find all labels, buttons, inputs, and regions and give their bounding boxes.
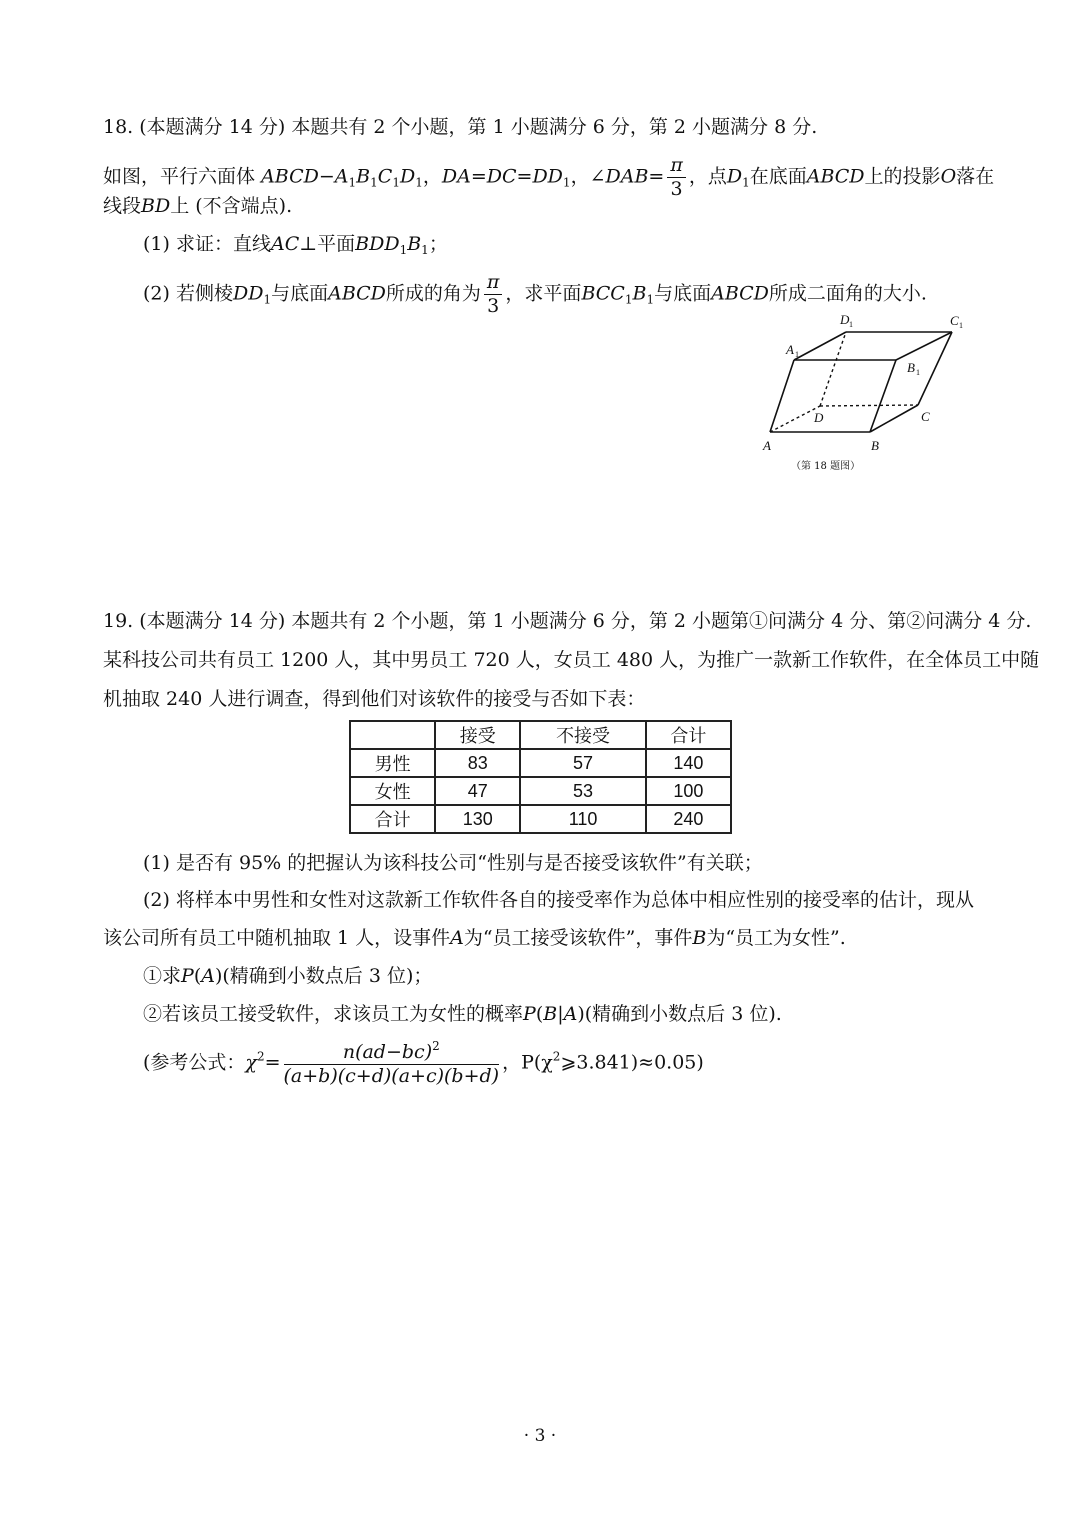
label-B1-subscript: 1: [916, 368, 920, 377]
table-cell: 110: [520, 805, 646, 833]
table-cell: 53: [520, 777, 646, 805]
q19-part2-line1: (2) 将样本中男性和女性对这款新工作软件各自的接受率作为总体中相应性别的接受率的估计，现从: [143, 889, 974, 911]
edge-BC: [870, 405, 918, 432]
edge-DC-hidden: [820, 405, 918, 406]
table-cell: 47: [435, 777, 520, 805]
edge-A1D1: [794, 332, 846, 360]
label-C: C: [921, 409, 930, 424]
q18-part2: (2) 若侧棱$DD_1$与底面ABCD所成的角为 $\frac{\pi}{3}$ ，求平面$BCC_1B_1$与底面ABCD所成二面角的大小.: [143, 271, 927, 317]
table-header-row: [350, 721, 731, 749]
edge-CC1: [918, 332, 952, 405]
q19-sub2: ②若该员工接受软件，求该员工为女性的概率P(B|A)(精确到小数点后 3 位).: [143, 1003, 782, 1025]
label-C1-subscript: 1: [959, 321, 963, 330]
table-cell: 100: [646, 777, 731, 805]
label-D1: D: [840, 312, 850, 327]
q19-part1: (1) 是否有 95% 的把握认为该科技公司“性别与是否接受该软件”有关联；: [143, 852, 763, 874]
table-cell: 83: [435, 749, 520, 777]
chi-square-fraction: $\frac{n(ad-bc)^2}{(a+b)(c+d)(a+c)(b+d)}$: [283, 1039, 500, 1087]
table-cell: 合计: [350, 805, 435, 833]
table-header-cell: 接受: [435, 721, 520, 749]
table-cell: 240: [646, 805, 731, 833]
pi-over-3-fraction: $\frac{\pi}{3}$: [667, 155, 686, 200]
table-cell: 57: [520, 749, 646, 777]
page-number: · 3 ·: [523, 1426, 557, 1446]
figure-caption: （第 18 题图）: [791, 461, 861, 472]
label-B1: B: [907, 360, 915, 375]
edge-AA1: [770, 360, 794, 432]
q18-stem-line1: 如图，平行六面体 $ABCD-A_1B_1C_1D_1$，$DA=DC=DD_1$，∠DAB= $\frac{\pi}{3}$ ，点$D_1$在底面ABCD上的投影O落在: [103, 154, 995, 200]
label-A1-subscript: 1: [795, 350, 799, 359]
table-cell: 男性: [350, 749, 435, 777]
table-cell: 140: [646, 749, 731, 777]
table-row: [350, 749, 731, 777]
q18-part1: (1) 求证：直线AC⊥平面$BDD_1B_1$；: [143, 233, 448, 257]
parallelepiped-figure: [756, 310, 981, 480]
q18-header: 18. (本题满分 14 分) 本题共有 2 个小题，第 1 小题满分 6 分，第 2 小题满分 8 分.: [103, 116, 818, 138]
survey-table: [349, 720, 732, 834]
pi-over-3-fraction: $\frac{\pi}{3}$: [484, 272, 503, 317]
label-A1: A: [786, 342, 794, 357]
edge-B1C1: [896, 332, 952, 360]
q19-stem-line2: 机抽取 240 人进行调查，得到他们对该软件的接受与否如下表：: [103, 688, 646, 710]
label-D: D: [814, 410, 824, 425]
q18-stem-line2: 线段BD上 (不含端点).: [103, 195, 293, 217]
edge-BB1: [870, 360, 896, 432]
q19-part2-line2: 该公司所有员工中随机抽取 1 人，设事件A为“员工接受该软件”，事件B为“员工为女性”.: [103, 927, 846, 949]
table-row: [350, 805, 731, 833]
label-B: B: [871, 438, 879, 453]
table-header-cell: 合计: [646, 721, 731, 749]
table-row: [350, 777, 731, 805]
label-A: A: [763, 438, 771, 453]
q19-sub1: ①求P(A)(精确到小数点后 3 位)；: [143, 965, 433, 987]
q19-header: 19. (本题满分 14 分) 本题共有 2 个小题，第 1 小题满分 6 分，第 2 小题第①问满分 4 分、第②问满分 4 分.: [103, 610, 1032, 632]
table-cell: 130: [435, 805, 520, 833]
label-D1-subscript: 1: [849, 320, 853, 329]
q19-stem-line1: 某科技公司共有员工 1200 人，其中男员工 720 人，女员工 480 人，为推广一款新工作软件，在全体员工中随: [103, 649, 1040, 671]
table-header-cell: [350, 721, 435, 749]
label-C1: C: [950, 313, 959, 328]
table-cell: 女性: [350, 777, 435, 805]
q19-reference-formula: (参考公式：$\chi^2=$ $\frac{n(ad-bc)^2}{(a+b)(c+d)(a+c)(b+d)}$ ，$P(\chi^2⩾3.841)\approx 0.05$): [143, 1039, 704, 1087]
table-header-cell: 不接受: [520, 721, 646, 749]
